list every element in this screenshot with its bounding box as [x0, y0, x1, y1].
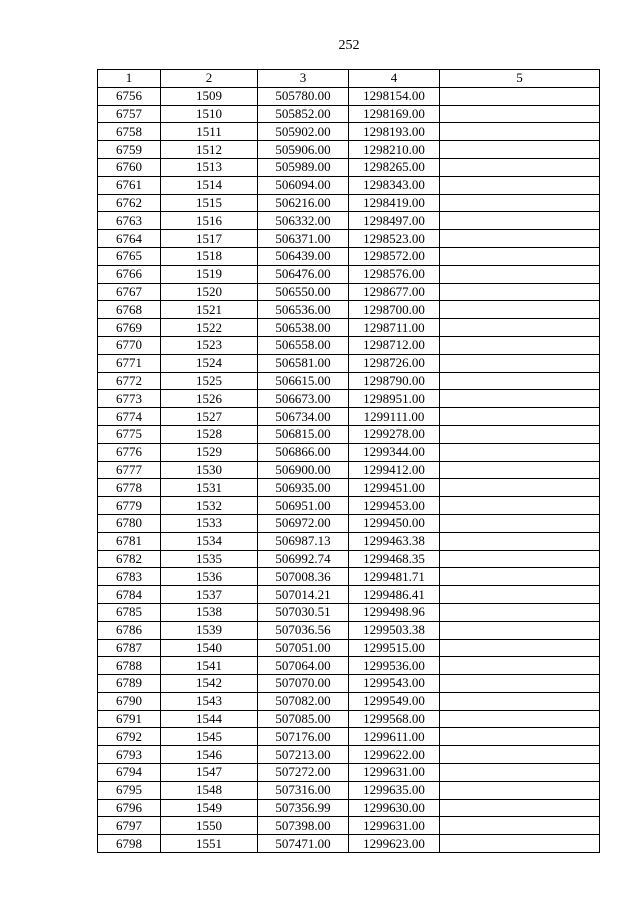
table-cell	[440, 532, 600, 550]
table-cell: 507471.00	[258, 835, 349, 853]
table-cell: 1547	[161, 764, 258, 782]
table-cell: 1515	[161, 194, 258, 212]
table-cell	[440, 603, 600, 621]
table-row	[98, 194, 600, 212]
table-row	[98, 105, 600, 123]
table-row	[98, 675, 600, 693]
table-cell: 1551	[161, 835, 258, 853]
column-header: 2	[161, 70, 258, 88]
table-cell: 6771	[98, 354, 161, 372]
table-cell: 1298523.00	[349, 230, 440, 248]
table-cell: 1540	[161, 639, 258, 657]
table-cell	[440, 230, 600, 248]
table-cell	[440, 568, 600, 586]
table-cell: 6774	[98, 408, 161, 426]
table-cell: 1299630.00	[349, 799, 440, 817]
column-header: 1	[98, 70, 161, 88]
table-cell: 507051.00	[258, 639, 349, 657]
table-cell	[440, 372, 600, 390]
table-row	[98, 87, 600, 105]
table-row	[98, 265, 600, 283]
table-row	[98, 390, 600, 408]
table-cell	[440, 319, 600, 337]
table-cell: 6772	[98, 372, 161, 390]
table-cell: 6766	[98, 265, 161, 283]
table-cell: 1517	[161, 230, 258, 248]
table-cell: 507176.00	[258, 728, 349, 746]
table-cell	[440, 354, 600, 372]
table-cell: 6761	[98, 176, 161, 194]
page-number: 252	[338, 38, 360, 53]
table-row	[98, 692, 600, 710]
table-cell: 1543	[161, 692, 258, 710]
table-cell: 1523	[161, 336, 258, 354]
table-cell	[440, 817, 600, 835]
table-cell: 6780	[98, 514, 161, 532]
column-header: 4	[349, 70, 440, 88]
table-cell	[440, 639, 600, 657]
table-cell: 506439.00	[258, 247, 349, 265]
table-cell: 1513	[161, 158, 258, 176]
table-cell: 6784	[98, 586, 161, 604]
table-cell: 6794	[98, 764, 161, 782]
table-row	[98, 141, 600, 159]
table-cell: 1299453.00	[349, 497, 440, 515]
table-cell: 506866.00	[258, 443, 349, 461]
table-cell: 1535	[161, 550, 258, 568]
table-cell: 6786	[98, 621, 161, 639]
table-cell: 506900.00	[258, 461, 349, 479]
table-row	[98, 835, 600, 853]
table-cell: 1299498.96	[349, 603, 440, 621]
coordinates-table	[97, 69, 600, 853]
table-cell: 507272.00	[258, 764, 349, 782]
table-cell: 506581.00	[258, 354, 349, 372]
table-row	[98, 710, 600, 728]
table-cell: 1298154.00	[349, 87, 440, 105]
table-row	[98, 639, 600, 657]
table-cell: 6776	[98, 443, 161, 461]
table-header	[98, 70, 600, 88]
table-cell	[440, 586, 600, 604]
table-cell	[440, 123, 600, 141]
table-row	[98, 301, 600, 319]
table-cell	[440, 301, 600, 319]
table-cell	[440, 781, 600, 799]
table-cell	[440, 141, 600, 159]
table-row	[98, 657, 600, 675]
table-cell: 1298210.00	[349, 141, 440, 159]
table-cell: 1532	[161, 497, 258, 515]
table-cell: 6789	[98, 675, 161, 693]
table-cell: 6777	[98, 461, 161, 479]
table-cell: 507085.00	[258, 710, 349, 728]
table-cell	[440, 657, 600, 675]
table-cell: 6770	[98, 336, 161, 354]
table-cell: 1299549.00	[349, 692, 440, 710]
table-cell: 6790	[98, 692, 161, 710]
table-row	[98, 586, 600, 604]
table-cell: 505902.00	[258, 123, 349, 141]
table-cell: 1298265.00	[349, 158, 440, 176]
table-cell: 1522	[161, 319, 258, 337]
table-cell: 1299631.00	[349, 764, 440, 782]
table-cell	[440, 283, 600, 301]
table-cell: 506536.00	[258, 301, 349, 319]
table-cell: 1514	[161, 176, 258, 194]
table-cell	[440, 87, 600, 105]
table-cell: 1299486.41	[349, 586, 440, 604]
table-row	[98, 746, 600, 764]
table-cell: 1299450.00	[349, 514, 440, 532]
table-cell: 1299515.00	[349, 639, 440, 657]
table-cell: 506094.00	[258, 176, 349, 194]
table-row	[98, 425, 600, 443]
table-row	[98, 336, 600, 354]
table-cell: 1298497.00	[349, 212, 440, 230]
table-cell: 506550.00	[258, 283, 349, 301]
table-cell: 6763	[98, 212, 161, 230]
table-cell: 1298711.00	[349, 319, 440, 337]
table-cell: 1537	[161, 586, 258, 604]
table-cell	[440, 675, 600, 693]
table-cell: 1544	[161, 710, 258, 728]
table-cell: 506371.00	[258, 230, 349, 248]
table-row	[98, 123, 600, 141]
table-cell: 1299536.00	[349, 657, 440, 675]
table-cell: 6760	[98, 158, 161, 176]
table-cell: 1512	[161, 141, 258, 159]
table-cell	[440, 425, 600, 443]
table-cell: 506216.00	[258, 194, 349, 212]
table-cell	[440, 105, 600, 123]
table-row	[98, 319, 600, 337]
table-body	[98, 87, 600, 852]
table-cell: 507398.00	[258, 817, 349, 835]
table-cell: 1545	[161, 728, 258, 746]
table-cell: 1528	[161, 425, 258, 443]
table-cell: 6785	[98, 603, 161, 621]
table-cell: 1298419.00	[349, 194, 440, 212]
table-cell: 6757	[98, 105, 161, 123]
table-cell: 6759	[98, 141, 161, 159]
table-cell: 1520	[161, 283, 258, 301]
table-cell: 1521	[161, 301, 258, 319]
table-cell: 506538.00	[258, 319, 349, 337]
table-row	[98, 247, 600, 265]
table-row	[98, 408, 600, 426]
table-cell: 1534	[161, 532, 258, 550]
table-cell: 1541	[161, 657, 258, 675]
table-cell: 507014.21	[258, 586, 349, 604]
table-cell: 6778	[98, 479, 161, 497]
table-cell: 1299623.00	[349, 835, 440, 853]
table-cell: 1298726.00	[349, 354, 440, 372]
table-cell: 506987.13	[258, 532, 349, 550]
table-cell: 1511	[161, 123, 258, 141]
table-cell	[440, 461, 600, 479]
table-cell: 1298700.00	[349, 301, 440, 319]
table-cell: 1536	[161, 568, 258, 586]
table-cell	[440, 194, 600, 212]
table-cell: 6768	[98, 301, 161, 319]
table-cell: 6792	[98, 728, 161, 746]
table-cell	[440, 158, 600, 176]
table-cell: 1299412.00	[349, 461, 440, 479]
table-cell: 507082.00	[258, 692, 349, 710]
table-cell: 6783	[98, 568, 161, 586]
table-cell: 1538	[161, 603, 258, 621]
table-cell: 505780.00	[258, 87, 349, 105]
table-cell	[440, 265, 600, 283]
table-cell	[440, 514, 600, 532]
table-cell	[440, 550, 600, 568]
table-row	[98, 443, 600, 461]
table-row	[98, 497, 600, 515]
table-row	[98, 461, 600, 479]
table-cell: 6775	[98, 425, 161, 443]
table-cell: 1298193.00	[349, 123, 440, 141]
table-cell: 507070.00	[258, 675, 349, 693]
table-row	[98, 568, 600, 586]
table-cell: 1299631.00	[349, 817, 440, 835]
table-cell: 6769	[98, 319, 161, 337]
table-row	[98, 212, 600, 230]
table-row	[98, 603, 600, 621]
table-cell: 1548	[161, 781, 258, 799]
table-cell: 6795	[98, 781, 161, 799]
table-cell: 1518	[161, 247, 258, 265]
table-row	[98, 781, 600, 799]
table-cell: 1526	[161, 390, 258, 408]
table-cell: 507316.00	[258, 781, 349, 799]
table-cell: 506615.00	[258, 372, 349, 390]
table-cell	[440, 835, 600, 853]
coordinates-table-container	[97, 69, 600, 853]
table-cell: 1298712.00	[349, 336, 440, 354]
table-cell: 1550	[161, 817, 258, 835]
column-header: 5	[440, 70, 600, 88]
table-cell: 1298343.00	[349, 176, 440, 194]
table-row	[98, 817, 600, 835]
table-row	[98, 799, 600, 817]
table-cell: 1298677.00	[349, 283, 440, 301]
table-cell: 6779	[98, 497, 161, 515]
table-cell: 506558.00	[258, 336, 349, 354]
table-cell	[440, 764, 600, 782]
table-cell: 507064.00	[258, 657, 349, 675]
table-row	[98, 230, 600, 248]
table-cell: 506972.00	[258, 514, 349, 532]
table-cell: 1299622.00	[349, 746, 440, 764]
table-cell: 6791	[98, 710, 161, 728]
table-cell: 1510	[161, 105, 258, 123]
table-cell: 1298790.00	[349, 372, 440, 390]
table-cell: 1519	[161, 265, 258, 283]
table-cell: 506734.00	[258, 408, 349, 426]
table-cell: 1299611.00	[349, 728, 440, 746]
table-row	[98, 176, 600, 194]
table-cell: 506951.00	[258, 497, 349, 515]
table-cell: 505852.00	[258, 105, 349, 123]
table-cell: 1299278.00	[349, 425, 440, 443]
table-cell: 507030.51	[258, 603, 349, 621]
table-cell	[440, 408, 600, 426]
table-cell	[440, 443, 600, 461]
table-cell: 1542	[161, 675, 258, 693]
table-cell: 1299503.38	[349, 621, 440, 639]
table-cell: 506332.00	[258, 212, 349, 230]
table-cell: 1533	[161, 514, 258, 532]
table-cell: 1531	[161, 479, 258, 497]
table-cell: 507213.00	[258, 746, 349, 764]
table-cell: 6758	[98, 123, 161, 141]
table-cell: 1298572.00	[349, 247, 440, 265]
table-cell: 6787	[98, 639, 161, 657]
table-cell: 1299481.71	[349, 568, 440, 586]
table-cell: 1299635.00	[349, 781, 440, 799]
table-cell: 1299463.38	[349, 532, 440, 550]
table-cell: 6762	[98, 194, 161, 212]
table-row	[98, 621, 600, 639]
table-cell: 6782	[98, 550, 161, 568]
table-cell: 1299468.35	[349, 550, 440, 568]
table-cell: 506992.74	[258, 550, 349, 568]
header-row	[98, 70, 600, 88]
table-row	[98, 354, 600, 372]
table-cell	[440, 799, 600, 817]
table-row	[98, 158, 600, 176]
table-row	[98, 372, 600, 390]
table-cell: 506673.00	[258, 390, 349, 408]
table-cell: 6793	[98, 746, 161, 764]
table-cell	[440, 336, 600, 354]
table-cell: 1516	[161, 212, 258, 230]
table-cell: 1529	[161, 443, 258, 461]
table-cell	[440, 176, 600, 194]
table-cell: 507356.99	[258, 799, 349, 817]
table-row	[98, 479, 600, 497]
table-cell: 1549	[161, 799, 258, 817]
table-row	[98, 514, 600, 532]
table-cell: 1299543.00	[349, 675, 440, 693]
table-cell: 6756	[98, 87, 161, 105]
table-cell	[440, 728, 600, 746]
table-cell: 1298169.00	[349, 105, 440, 123]
table-cell	[440, 212, 600, 230]
table-cell: 6781	[98, 532, 161, 550]
table-cell: 1299111.00	[349, 408, 440, 426]
table-cell: 1298576.00	[349, 265, 440, 283]
column-header: 3	[258, 70, 349, 88]
table-cell	[440, 497, 600, 515]
table-cell: 1299344.00	[349, 443, 440, 461]
table-cell: 506935.00	[258, 479, 349, 497]
table-cell	[440, 247, 600, 265]
table-cell: 505906.00	[258, 141, 349, 159]
table-cell: 6796	[98, 799, 161, 817]
table-cell: 6765	[98, 247, 161, 265]
table-cell: 6797	[98, 817, 161, 835]
table-cell: 1527	[161, 408, 258, 426]
table-cell: 6764	[98, 230, 161, 248]
table-cell: 1539	[161, 621, 258, 639]
table-cell: 1525	[161, 372, 258, 390]
table-cell: 6773	[98, 390, 161, 408]
table-cell: 1299451.00	[349, 479, 440, 497]
table-cell: 6767	[98, 283, 161, 301]
table-cell: 1546	[161, 746, 258, 764]
table-cell: 1298951.00	[349, 390, 440, 408]
table-cell: 1524	[161, 354, 258, 372]
table-row	[98, 283, 600, 301]
table-cell: 6798	[98, 835, 161, 853]
table-cell: 505989.00	[258, 158, 349, 176]
table-cell	[440, 621, 600, 639]
table-cell	[440, 479, 600, 497]
table-row	[98, 550, 600, 568]
table-cell	[440, 692, 600, 710]
table-row	[98, 532, 600, 550]
table-cell: 6788	[98, 657, 161, 675]
table-cell: 1299568.00	[349, 710, 440, 728]
table-cell: 1530	[161, 461, 258, 479]
table-cell: 507008.36	[258, 568, 349, 586]
table-cell: 1509	[161, 87, 258, 105]
table-row	[98, 728, 600, 746]
table-row	[98, 764, 600, 782]
table-cell: 507036.56	[258, 621, 349, 639]
table-cell: 506815.00	[258, 425, 349, 443]
table-cell	[440, 746, 600, 764]
table-cell: 506476.00	[258, 265, 349, 283]
table-cell	[440, 710, 600, 728]
table-cell	[440, 390, 600, 408]
